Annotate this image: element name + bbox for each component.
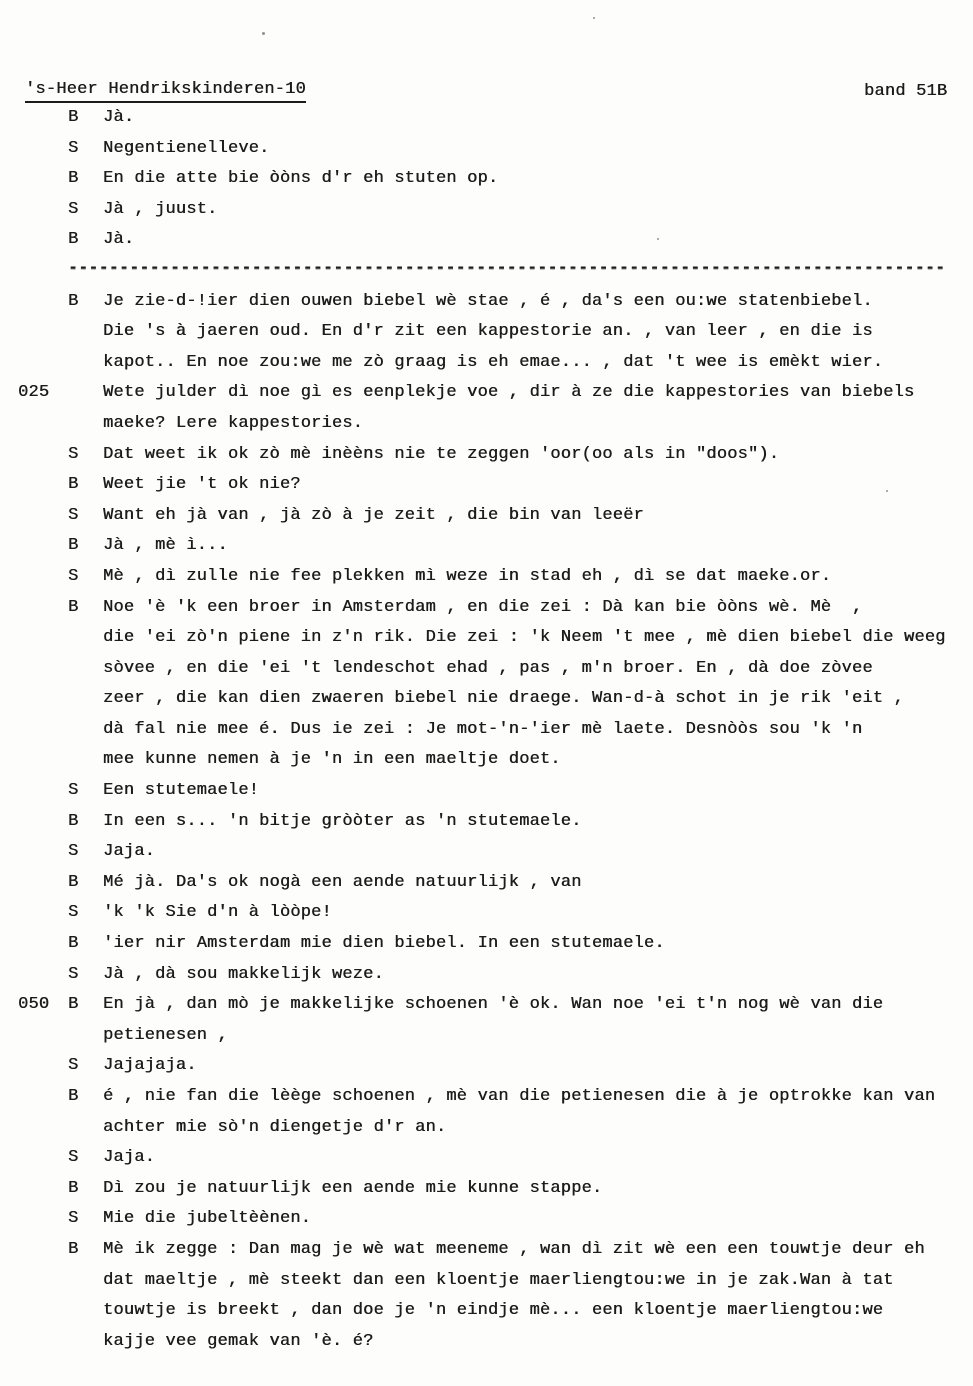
line-text: petienesen , [103,1025,228,1045]
speaker-label: B [68,108,79,127]
line-text: Weet jie 't ok nie? [103,475,301,495]
transcript-line [18,414,965,445]
transcript-line [18,1087,965,1118]
transcript-line [18,1271,965,1302]
line-text: Jajajaja. [103,1056,197,1076]
line-text: En die atte bie òòns d'r eh stuten op. [103,169,499,189]
line-text: Je zie-d-!ier dien ouwen biebel wè stae , é , da's een ou:we statenbiebel. [103,291,873,311]
transcript-line [18,934,965,965]
speaker-label: B [68,934,79,954]
line-text: Die 's à jaeren oud. En d'r zit een kappestorie an. , van leer , en die is [103,322,873,342]
speaker-label: B [68,230,79,250]
band-label: band 51B [864,82,948,101]
transcript-line [18,383,965,414]
line-text: Jaja. [103,842,156,862]
line-text: touwtje is breekt , dan doe je 'n eindje mè... een kloentje maerliengtou:we [103,1301,884,1321]
line-text: En jà , dan mò je makkelijke schoenen 'è ok. Wan noe 'ei t'n nog wè van die [103,995,884,1015]
line-text: Wete julder dì noe gì es eenplekje voe , dir à ze die kappestories van biebels [103,383,915,403]
line-text: Jà. [103,108,135,127]
line-text: Noe 'è 'k een broer in Amsterdam , en die zei : Dà kan bie òòns wè. Mè , [103,597,863,617]
speaker-label: S [68,964,79,984]
speaker-label: B [68,1087,79,1106]
transcript-line [18,842,965,873]
transcript-line [18,628,965,659]
line-text: Jà. [103,230,135,250]
speaker-label: B [68,1239,79,1259]
line-text: sòvee , en die 'ei 't lendeschot ehad , pas , m'n broer. En , dà doe zòvee [103,658,873,678]
speaker-label: S [68,842,79,862]
transcript-line [18,1148,965,1179]
speaker-label: S [68,1209,79,1229]
transcript-line [18,965,965,996]
transcript-line [18,1301,965,1332]
speaker-label: B [68,291,79,311]
transcript-line [18,1332,965,1363]
page-title: 's-Heer Hendrikskinderen-10 [25,80,306,103]
transcript-line [18,689,965,720]
line-text: kajje vee gemak van 'è. é? [103,1331,374,1351]
scan-speck [886,490,888,492]
transcript-line [18,1056,965,1087]
transcript-line [18,873,965,904]
transcript-line [18,169,965,200]
speaker-label: S [68,903,79,923]
speaker-label: S [68,505,79,525]
line-text: maeke? Lere kappestories. [103,413,364,433]
separator-row [18,258,965,292]
line-text: Dì zou je natuurlijk een aende mie kunne stappe. [103,1178,603,1198]
transcript-body [18,108,965,1362]
transcript-line [18,108,965,139]
line-text: Jà , mè ì... [103,536,228,556]
scan-speck [657,238,659,240]
speaker-label: S [68,199,79,219]
transcript-line [18,995,965,1026]
line-text: mee kunne nemen à je 'n in een maeltje doet. [103,750,561,770]
line-text: Jà , juust. [103,199,218,219]
separator-line: -------------------------------------------------------------------------------------- [68,258,946,278]
transcript-line [18,567,965,598]
transcript-line [18,536,965,567]
line-text: Want eh jà van , jà zò à je zeit , die bin van leeër [103,505,644,525]
transcript-line [18,322,965,353]
transcript-line [18,1179,965,1210]
speaker-label: B [68,597,79,617]
line-text: kapot.. En noe zou:we me zò graag is eh emae... , dat 't wee is emèkt wier. [103,352,884,372]
transcript-line [18,506,965,537]
line-text: Mè ik zegge : Dan mag je wè wat meeneme , wan dì zit wè een een touwtje deur eh [103,1239,925,1259]
line-number: 050 [18,995,50,1015]
line-text: 'ier nir Amsterdam mie dien biebel. In een stutemaele. [103,934,665,954]
line-text: Mie die jubeltèènen. [103,1209,312,1229]
line-text: dà fal nie mee é. Dus ie zei : Je mot-'n-'ier mè laete. Desnòòs sou 'k 'n [103,719,863,739]
speaker-label: B [68,536,79,556]
line-text: Mé jà. Da's ok nogà een aende natuurlijk , van [103,872,582,892]
transcript-line [18,1240,965,1271]
transcript-line [18,475,965,506]
transcript-line [18,292,965,323]
speaker-label: B [68,169,79,189]
transcript-line [18,353,965,384]
transcript-line [18,598,965,629]
transcript-line [18,1209,965,1240]
speaker-label: B [68,811,79,831]
speaker-label: B [68,1178,79,1198]
speaker-label: S [68,1056,79,1076]
line-text: In een s... 'n bitje gròòter as 'n stutemaele. [103,811,582,831]
speaker-label: S [68,138,79,158]
transcript-line [18,230,965,261]
line-text: die 'ei zò'n piene in z'n rik. Die zei : 'k Neem 't mee , mè dien biebel die weeg [103,628,946,648]
line-text: zeer , die kan dien zwaeren biebel nie draege. Wan-d-à schot in je rik 'eit , [103,689,904,709]
speaker-label: B [68,995,79,1015]
line-number: 025 [18,383,50,403]
speaker-label: B [68,475,79,495]
line-text: dat maeltje , mè steekt dan een kloentje maerliengtou:we in je zak.Wan à tat [103,1270,894,1290]
scan-speck [262,32,265,35]
transcript-line [18,781,965,812]
line-text: Dat weet ik ok zò mè inèèns nie te zeggen 'oor(oo als in "doos"). [103,444,780,464]
speaker-label: B [68,872,79,892]
line-text: é , nie fan die lèège schoenen , mè van die petienesen die à je optrokke kan van [103,1087,936,1106]
speaker-label: S [68,781,79,801]
speaker-label: S [68,444,79,464]
line-text: Jaja. [103,1148,156,1168]
scan-speck [593,17,595,19]
line-text: Mè , dì zulle nie fee plekken mì weze in stad eh , dì se dat maeke.or. [103,566,832,586]
speaker-label: S [68,566,79,586]
transcript-line [18,139,965,170]
line-text: Een stutemaele! [103,781,260,801]
transcript-line [18,720,965,751]
transcript-line [18,812,965,843]
transcript-line [18,445,965,476]
transcript-line [18,1026,965,1057]
transcript-line [18,903,965,934]
line-text: achter mie sò'n diengetje d'r an. [103,1117,447,1137]
line-text: 'k 'k Sie d'n à lòòpe! [103,903,332,923]
speaker-label: S [68,1148,79,1168]
transcript-line [18,1118,965,1149]
line-text: Jà , dà sou makkelijk weze. [103,964,384,984]
transcript-line [18,659,965,690]
line-text: Negentienelleve. [103,138,270,158]
transcript-line [18,750,965,781]
transcript-line [18,200,965,231]
